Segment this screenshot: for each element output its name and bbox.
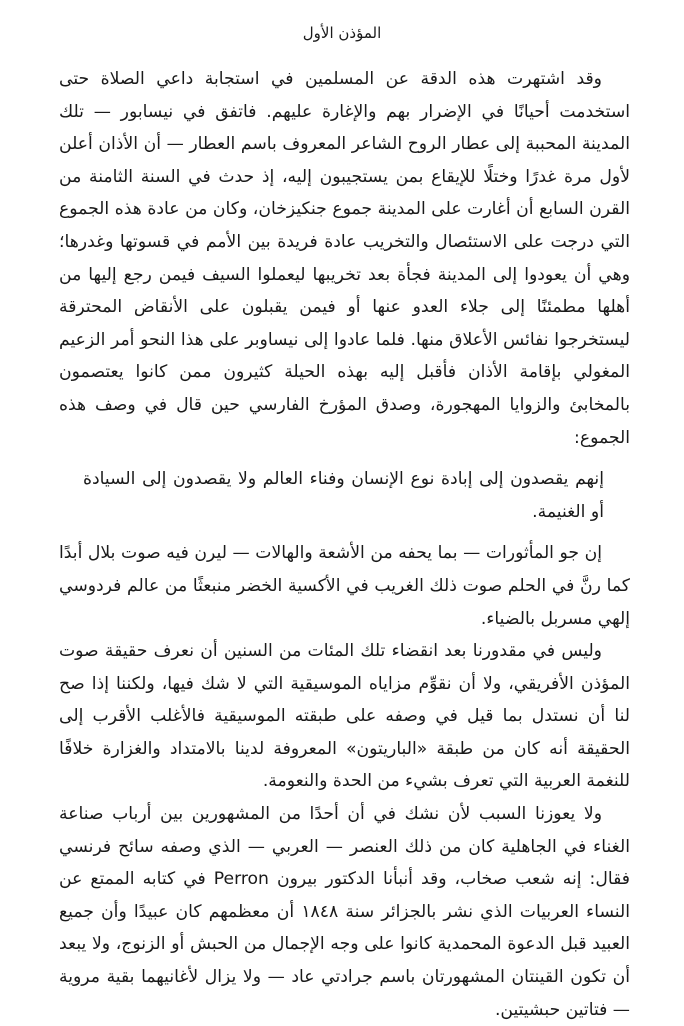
main-text-block [59,63,630,1026]
paragraph-perron-part-1: ولا يعوزنا السبب لأن نشك في أن أحدًا من المشهورين بين أرباب صناعة الغناء في الجاهلية كان من ذلك العنصر — العربي — الذي وصفه سائح فرنسي فقال: إنه شعب صخاب، وقد أنبأنا الدكتور بيرون [59,804,630,890]
paragraph-bilal-voice: إن جو المأثورات — بما يحفه من الأشعة والهالات — ليرن فيه صوت بلال أبدًا كما رنَّ في الحلم صوت ذلك الغريب في الأكسية الخضر منبعثًا من عالم فردوسي إلهي مسربل بالضياء. [59,543,630,629]
running-header-title: المؤذن الأول [302,24,382,42]
historian-quote: إنهم يقصدون إلى إبادة نوع الإنسان وفناء العالم ولا يقصدون إلى السيادة أو الغنيمة. [83,469,604,522]
paragraph-nishapur: وقد اشتهرت هذه الدقة عن المسلمين في استجابة داعي الصلاة حتى استخدمت أحيانًا في الإضرار بهم والإغارة عليهم. فاتفق في نيسابور — تلك المدينة المحببة إلى عطار الروح الشاعر المعروف باسم العطار — أن الأذان أعلن لأول مرة غدرًا وختلًا للإيقاع بمن يستجيبون إليه، إذ حدث في السنة الثامنة من القرن السابع أن أغارت على المدينة جموع جنكيزخان، وكان من عادة هذه الجموع التي درجت على الاستئصال والتخريب عادة فريدة بين الأمم في قسوتها وغدرها؛ وهي أن يعودوا إلى المدينة فجأة بعد تخريبها ليعملوا السيف فيمن رجع إليها من أهلها مطمئنًا إلى جلاء العدو عنها أو فيمن يقبلون على الأنقاض المحترقة ليستخرجوا نفائس الأعلاق منها. فلما عادوا إلى نيساوبر على هذا النحو أمر الزعيم المغولي بإقامة الأذان فأقبل إليه بهذه الحيلة كثيرون ممن كانوا يعتصمون بالمخابئ والزوايا المهجورة، وصدق المؤرخ الفارسي حين قال في وصف هذه الجموع: [59,69,630,448]
paragraph-perron [59,798,630,1026]
latin-name-perron: Perron [213,869,269,890]
paragraph-perron-part-2: في كتابه الممتع عن النساء العربيات الذي نشر بالجزائر سنة ١٨٤٨ أن معظمهم كان عبيدًا وأن جميع العبيد قبل الدعوة المحمدية كانوا على وجه الإجمال من الحبش أو الزنوج، ولا يبعد أن تكون القينتان المشهورتان باسم جرادتي عاد — ولا يزال لأغانيهما بقية مروية — فتاتين حبشيتين. [59,869,630,1020]
paragraph-baritone: وليس في مقدورنا بعد انقضاء تلك المئات من السنين أن نعرف حقيقة صوت المؤذن الأفريقي، ولا أن نقوِّم مزاياه الموسيقية التي لا شك فيها، ولكننا إذا صح لنا أن نستدل بما قيل في وصفه على طبقته الموسيقية فالأغلب الأقرب إلى الحقيقة أنه كان من طبقة «الباريتون» المعروفة لدينا بالامتداد والغزارة خلافًا للنغمة العربية التي تعرف بشيء من الحدة والنعومة. [59,641,630,792]
